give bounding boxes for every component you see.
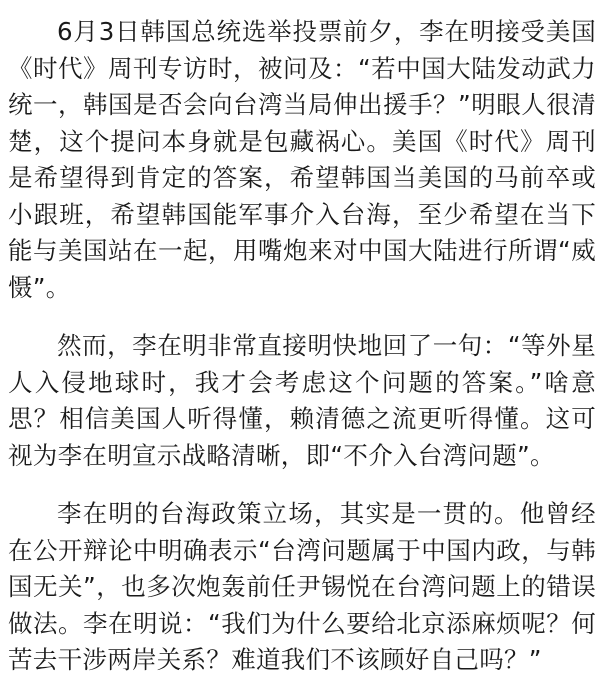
article-paragraph-3: 李在明的台海政策立场，其实是一贯的。他曾经在公开辩论中明确表示“台湾问题属于中国内政，与韩国无关”，也多次炮轰前任尹锡悦在台湾问题上的错误做法。李在明说：“我们为什么要给北京添麻烦呢？何苦去干涉两岸关系？难道我们不该顾好自己吗？” [8,499,596,674]
article-paragraph-2: 然而，李在明非常直接明快地回了一句：“等外星人入侵地球时，我才会考虑这个问题的答案。”啥意思？相信美国人听得懂，赖清德之流更听得懂。这可视为李在明宣示战略清晰，即“不介入台湾问题”。 [8,331,596,470]
article-paragraph-1: 6月3日韩国总统选举投票前夕，李在明接受美国《时代》周刊专访时，被问及：“若中国大陆发动武力统一，韩国是否会向台湾当局伸出援手？”明眼人很清楚，这个提问本身就是包藏祸心。美国《时代》周刊是希望得到肯定的答案，希望韩国当美国的马前卒或小跟班，希望韩国能军事介入台海，至少希望在当下能与美国站在一起，用嘴炮来对中国大陆进行所谓“威慑”。 [8,17,596,302]
